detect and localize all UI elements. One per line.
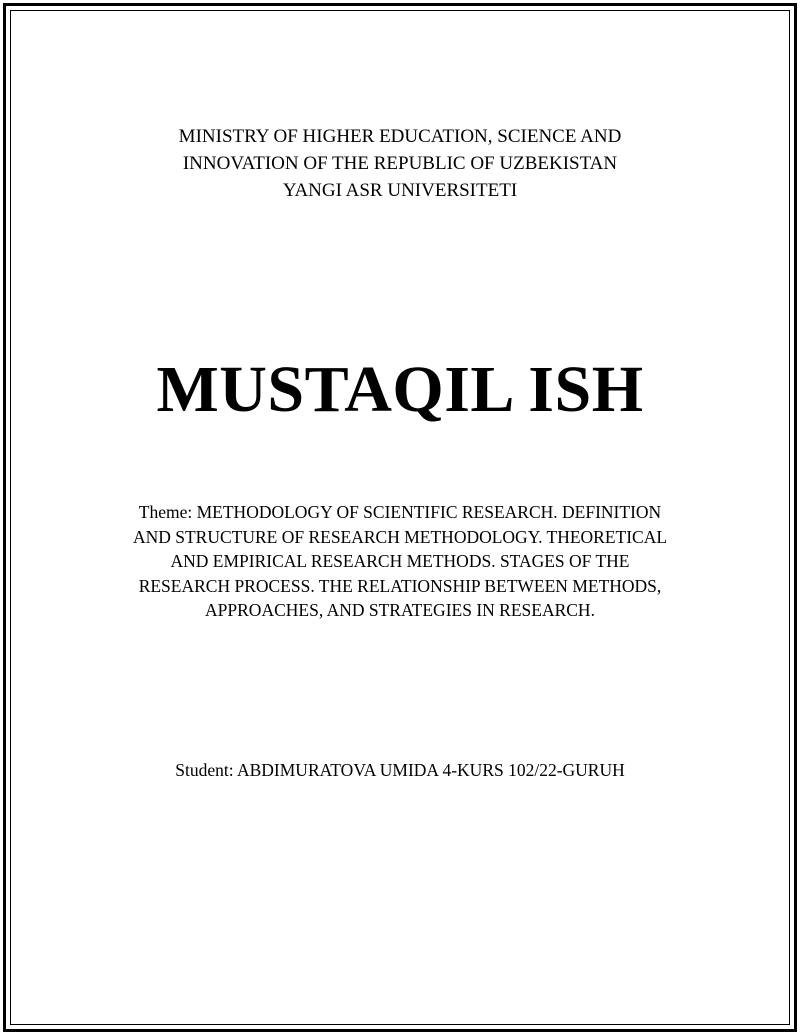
theme-line: Theme: METHODOLOGY OF SCIENTIFIC RESEARCH. DEFINITION <box>138 502 662 522</box>
institution-header <box>0 123 800 204</box>
header-line-innovation: INNOVATION OF THE REPUBLIC OF UZBEKISTAN <box>182 153 618 174</box>
header-line-ministry: MINISTRY OF HIGHER EDUCATION, SCIENCE AND <box>178 126 622 147</box>
theme-line: APPROACHES, AND STRATEGIES IN RESEARCH. <box>205 600 595 620</box>
theme-paragraph <box>100 500 700 623</box>
theme-line: AND EMPIRICAL RESEARCH METHODS. STAGES OF THE <box>170 551 630 571</box>
header-line-university: YANGI ASR UNIVERSITETI <box>282 180 518 201</box>
theme-line: RESEARCH PROCESS. THE RELATIONSHIP BETWEEN METHODS, <box>138 575 662 596</box>
student-info: Student: ABDIMURATOVA UMIDA 4-KURS 102/22-GURUH <box>175 760 625 780</box>
document-title: MUSTAQIL ISH <box>156 353 644 426</box>
theme-line: AND STRUCTURE OF RESEARCH METHODOLOGY. THEORETICAL <box>132 526 668 547</box>
